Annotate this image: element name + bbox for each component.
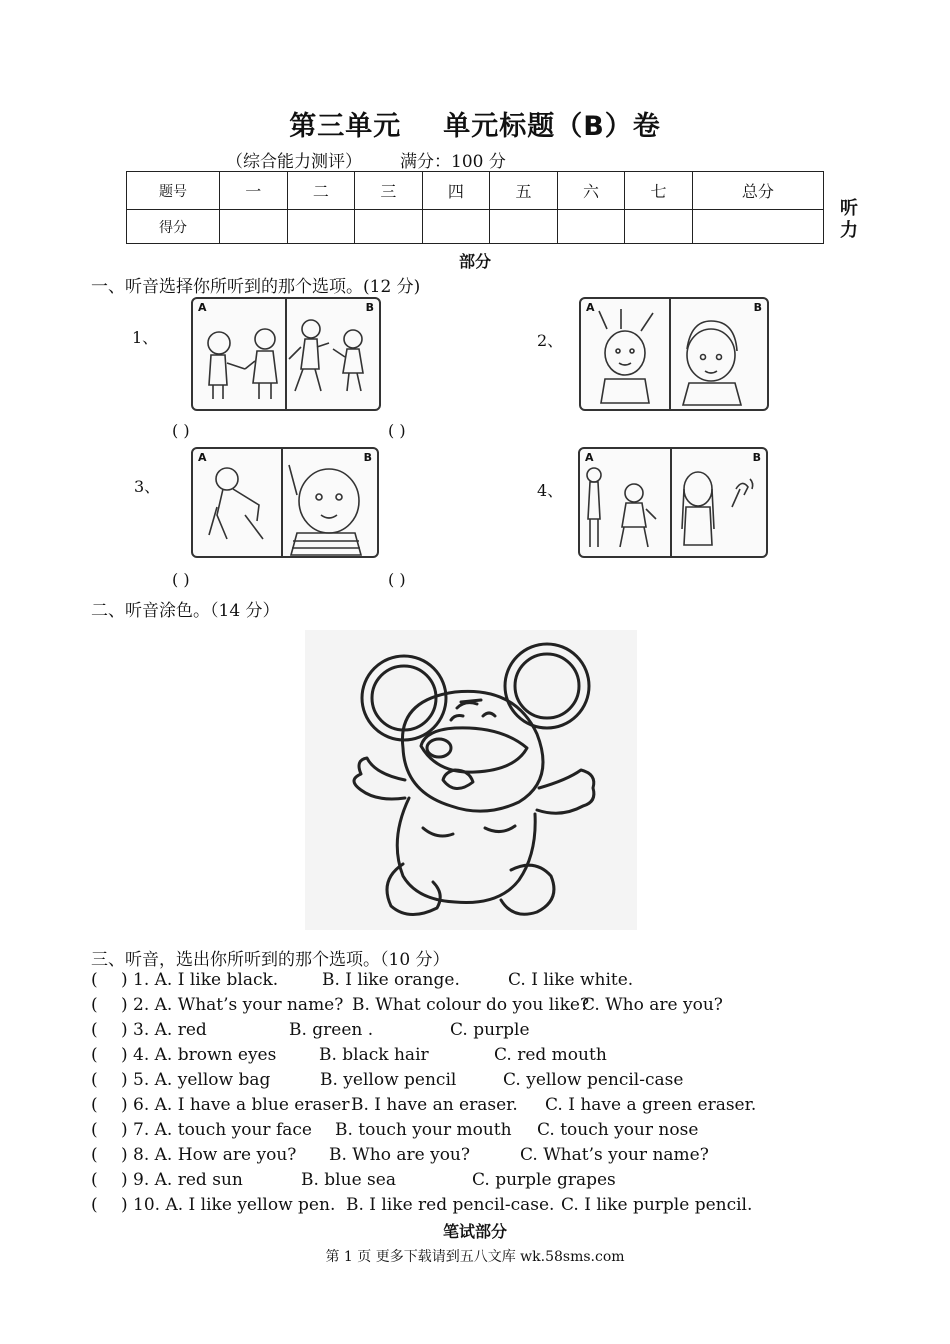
answer-paren-left[interactable]: ( (91, 1195, 98, 1215)
option-c: C. red mouth (494, 1045, 607, 1065)
option-b: B. Who are you? (329, 1145, 470, 1165)
picture-item-1 (191, 297, 381, 411)
picture-item-3 (191, 447, 379, 558)
title-name: 单元标题（B）卷 (443, 111, 661, 142)
option-c: C. I like purple pencil. (561, 1195, 753, 1215)
option-a-label: A (585, 451, 594, 464)
item-number: 3、 (134, 477, 161, 496)
bear-illustration (305, 630, 637, 930)
option-b-label: B (363, 451, 372, 464)
score-cell (287, 210, 355, 244)
score-table-col: 六 (557, 172, 625, 210)
option-a: ) 3. A. red (121, 1020, 207, 1040)
picture-item-4 (578, 447, 768, 558)
item-number: 4、 (537, 481, 564, 500)
option-a-label: A (586, 301, 595, 314)
score-table-col: 四 (422, 172, 490, 210)
option-c: C. purple (450, 1020, 530, 1040)
option-b-label: B (753, 301, 762, 314)
option-a-label: A (198, 301, 207, 314)
option-c: C. yellow pencil-case (503, 1070, 684, 1090)
section3-title: 三、听音，选出你所听到的那个选项。（10 分） (91, 950, 450, 970)
score-table-col: 五 (490, 172, 558, 210)
people-waving-illustration (580, 449, 766, 556)
score-table-row-label: 题号 (127, 172, 220, 210)
option-c: C. touch your nose (537, 1120, 699, 1140)
option-a: ) 6. A. I have a blue eraser (121, 1095, 350, 1115)
answer-paren-left[interactable]: ( (91, 970, 98, 990)
option-a: ) 8. A. How are you? (121, 1145, 297, 1165)
answer-paren[interactable]: ( ) (172, 421, 190, 440)
option-a: ) 7. A. touch your face (121, 1120, 312, 1140)
option-a: ) 1. A. I like black. (121, 970, 279, 990)
score-cell (490, 210, 558, 244)
score-table-header-row (127, 172, 824, 210)
page-subtitle (226, 147, 506, 172)
written-part-label: 笔试部分 (442, 1222, 507, 1241)
page-footer: 第 1 页 更多下载请到五八文库 wk.58sms.com (325, 1249, 625, 1265)
item-number: 1、 (132, 328, 159, 347)
subtitle-full-score: 满分：100 分 (400, 152, 506, 172)
option-c: C. Who are you? (582, 995, 723, 1015)
score-cell (557, 210, 625, 244)
score-table-score-row (127, 210, 824, 244)
boy-touch-knee-illustration (193, 449, 377, 556)
score-cell (625, 210, 693, 244)
score-table-row-label: 得分 (127, 210, 220, 244)
score-cell (422, 210, 490, 244)
two-kids-illustration (193, 299, 379, 409)
subtitle-type: （综合能力测评） (226, 152, 362, 172)
listening-part-label: 部分 (458, 252, 491, 271)
option-b: B. black hair (319, 1045, 429, 1065)
answer-paren[interactable]: ( ) (388, 421, 406, 440)
option-b: B. I like red pencil-case. (346, 1195, 555, 1215)
score-cell (220, 210, 288, 244)
two-girls-illustration (581, 299, 767, 409)
score-table-col: 三 (355, 172, 423, 210)
option-b: B. touch your mouth (335, 1120, 512, 1140)
option-b-label: B (752, 451, 761, 464)
answer-paren-left[interactable]: ( (91, 1070, 98, 1090)
answer-paren-left[interactable]: ( (91, 1120, 98, 1140)
score-cell (355, 210, 423, 244)
answer-paren-left[interactable]: ( (91, 1170, 98, 1190)
option-a: ) 9. A. red sun (121, 1170, 243, 1190)
score-table-col: 二 (287, 172, 355, 210)
answer-paren-left[interactable]: ( (91, 1145, 98, 1165)
title-unit: 第三单元 (289, 111, 402, 142)
option-b: B. I have an eraser. (351, 1095, 518, 1115)
score-table-col: 七 (625, 172, 693, 210)
page-title (0, 104, 950, 143)
answer-paren-left[interactable]: ( (91, 995, 98, 1015)
answer-paren[interactable]: ( ) (172, 570, 190, 589)
option-b: B. blue sea (301, 1170, 396, 1190)
option-c: C. purple grapes (472, 1170, 616, 1190)
option-a: ) 5. A. yellow bag (121, 1070, 271, 1090)
item-number: 2、 (537, 331, 564, 350)
option-b-label: B (365, 301, 374, 314)
option-b: B. I like orange. (322, 970, 460, 990)
option-c: C. What’s your name? (520, 1145, 709, 1165)
option-a-label: A (198, 451, 207, 464)
score-table-col: 一 (220, 172, 288, 210)
score-cell (692, 210, 823, 244)
section2-title: 二、听音涂色。（14 分） (91, 601, 280, 621)
bear-coloring-picture (305, 630, 637, 930)
option-c: C. I have a green eraser. (545, 1095, 757, 1115)
option-a: ) 10. A. I like yellow pen. (121, 1195, 336, 1215)
score-table (126, 171, 824, 244)
answer-paren-left[interactable]: ( (91, 1095, 98, 1115)
score-table-col: 总分 (692, 172, 823, 210)
option-c: C. I like white. (508, 970, 634, 990)
section1-title: 一、听音选择你所听到的那个选项。(12 分) (91, 277, 421, 297)
picture-item-2 (579, 297, 769, 411)
answer-paren[interactable]: ( ) (388, 570, 406, 589)
option-b: B. yellow pencil (320, 1070, 457, 1090)
option-a: ) 2. A. What’s your name? (121, 995, 344, 1015)
option-b: B. What colour do you like? (352, 995, 590, 1015)
option-a: ) 4. A. brown eyes (121, 1045, 277, 1065)
answer-paren-left[interactable]: ( (91, 1020, 98, 1040)
option-b: B. green . (289, 1020, 374, 1040)
listening-side-label: 听力 (840, 198, 858, 241)
answer-paren-left[interactable]: ( (91, 1045, 98, 1065)
